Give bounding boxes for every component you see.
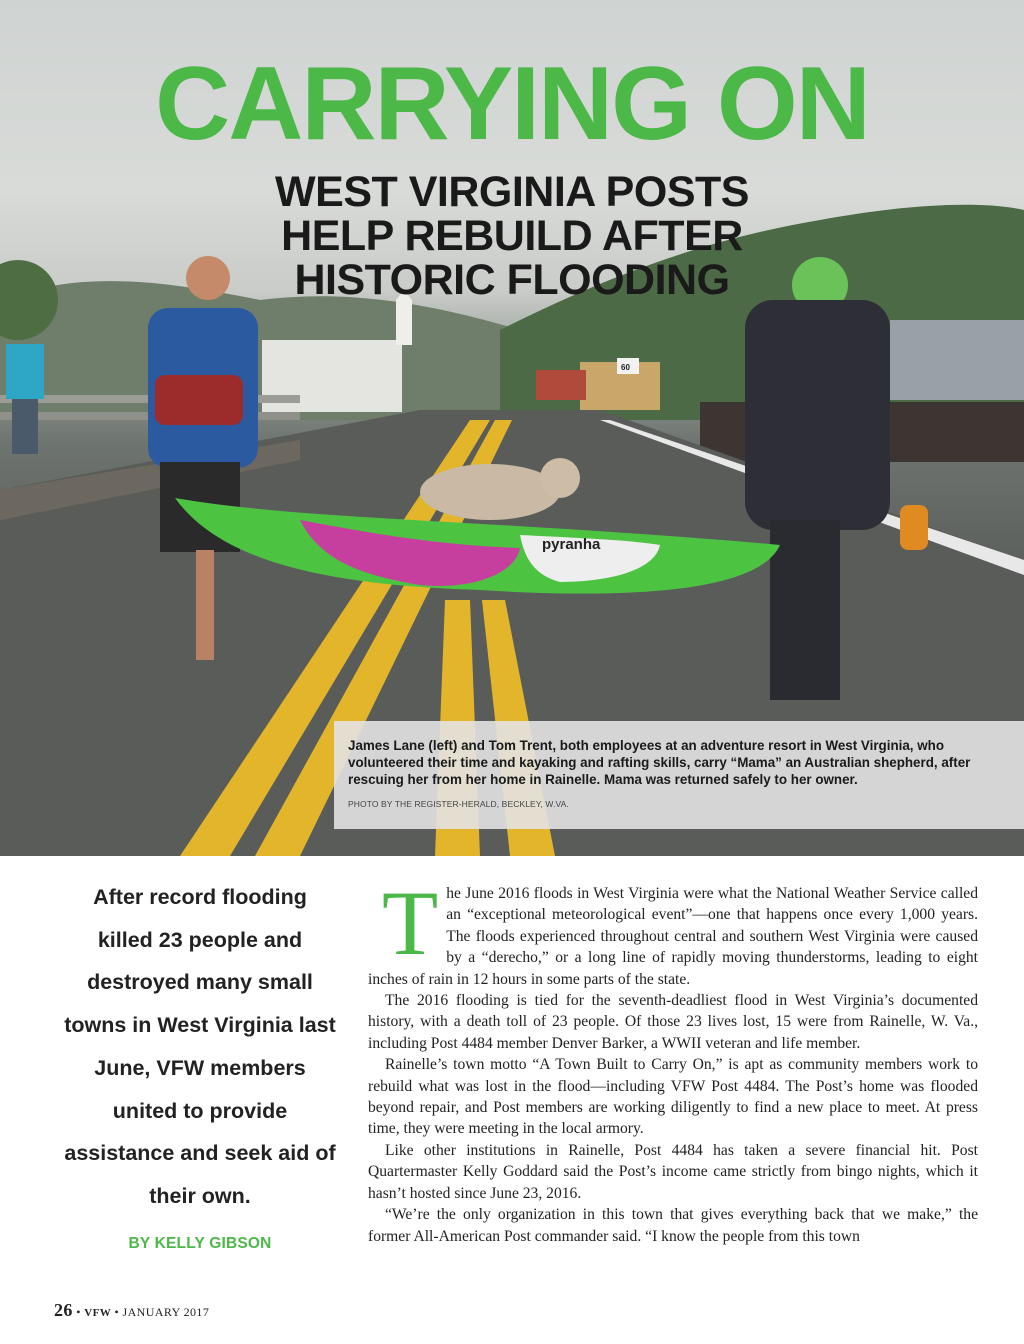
caption-text: James Lane (left) and Tom Trent, both employees at an adventure resort in West Virginia, who volunteered their time and kayaking and rafting skills, carry “Mama” an Australian shepherd, after rescuing her from her home in Rainelle. Mama was returned safely to her owner. <box>348 738 971 787</box>
magazine-name: VFW <box>84 1307 112 1319</box>
paragraph: Like other institutions in Rainelle, Post 4484 has taken a severe financial hit. Post Quartermaster Kelly Goddard said the Post’s income came strictly from bingo nights, which it hasn’t hosted since June 23, 2016. <box>368 1141 978 1202</box>
pull-quote: After record flooding killed 23 people and destroyed many small towns in West Virginia last June, VFW members united to provide assistance and seek aid of their own. <box>64 885 336 1208</box>
drop-cap: T <box>382 872 439 974</box>
page-number: 26 <box>54 1300 73 1320</box>
paragraph: “We’re the only organization in this town that gives everything back that we make,” the former All-American Post commander said. “I know the people from this town <box>368 1206 978 1245</box>
page-headline: CARRYING ON <box>155 46 869 162</box>
paragraph: Rainelle’s town motto “A Town Built to Carry On,” is apt as community members work to rebuild what was lost in the flood—including VFW Post 4484. The Post’s home was flooded beyond repair, and Post members are working diligently to find a new place to meet. At press time, they were meeting in the local armory. <box>368 1056 978 1138</box>
subhead-line: HELP REBUILD AFTER <box>281 212 743 260</box>
svg-text:60: 60 <box>621 363 630 372</box>
paragraph: The June 2016 floods in West Virginia were what the National Weather Service called an “exceptional meteorological event”—one that happens once every 1,000 years. The floods experienced throughout central and southern West Virginia were caused by a “derecho,” or a long line of rapidly moving thunderstorms, leading to eight inches of rain in 12 hours in some parts of the state. <box>368 872 978 988</box>
building-red <box>536 370 586 400</box>
photo-caption <box>334 721 1024 829</box>
folio-separator: • <box>114 1305 120 1319</box>
subhead-line: WEST VIRGINIA POSTS <box>275 168 749 216</box>
folio-separator: • <box>76 1305 81 1319</box>
article-body <box>368 872 978 1247</box>
pfd-red <box>155 375 243 425</box>
photo-credit: PHOTO BY THE REGISTER-HERALD, BECKLEY, W.VA. <box>348 799 569 809</box>
bystander-shirt <box>6 344 44 399</box>
drysuit <box>745 300 890 530</box>
building-right <box>890 320 1024 400</box>
page-folio <box>54 1300 209 1321</box>
issue-date: JANUARY 2017 <box>122 1305 210 1319</box>
kayak-brand-text: pyranha <box>542 536 601 553</box>
byline: BY KELLY GIBSON <box>128 1235 272 1252</box>
throw-bag <box>900 505 928 550</box>
page-subhead <box>180 170 844 302</box>
paragraph: The 2016 flooding is tied for the seventh-deadliest flood in West Virginia’s documented history, with a death toll of 23 people. Of those 23 lives lost, 15 were from Rainelle, W. Va., including Post 4484 member Denver Barker, a WWII veteran and life member. <box>368 992 978 1052</box>
subhead-line: HISTORIC FLOODING <box>294 256 730 304</box>
dog <box>420 464 560 520</box>
